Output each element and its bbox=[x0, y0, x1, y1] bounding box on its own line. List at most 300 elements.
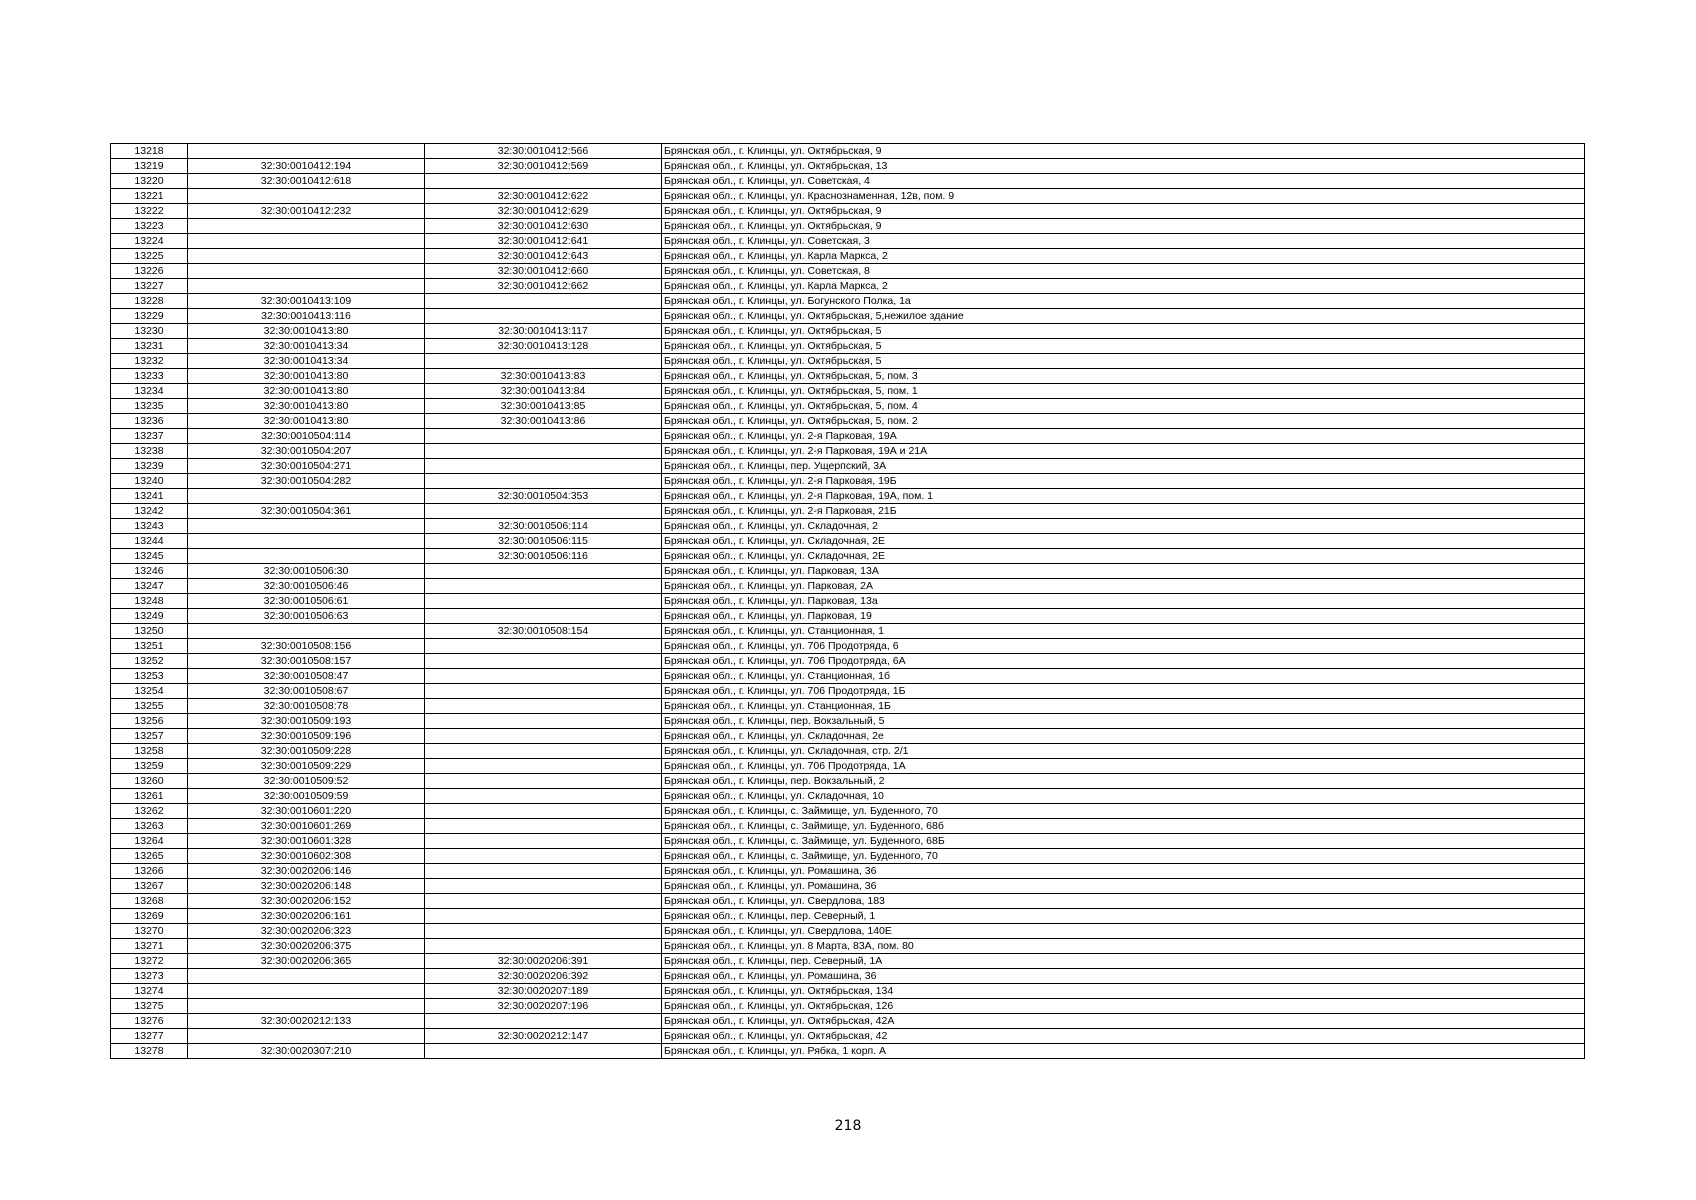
object-cadastral-number-cell: 32:30:0010506:114 bbox=[425, 519, 662, 534]
object-cadastral-number-cell bbox=[425, 174, 662, 189]
row-number-cell: 13276 bbox=[111, 1014, 188, 1029]
object-cadastral-number-cell bbox=[425, 819, 662, 834]
address-cell: Брянская обл., г. Клинцы, ул. Советская, 8 bbox=[662, 264, 1585, 279]
row-number-cell: 13249 bbox=[111, 609, 188, 624]
address-cell: Брянская обл., г. Клинцы, ул. Свердлова, 183 bbox=[662, 894, 1585, 909]
row-number-cell: 13230 bbox=[111, 324, 188, 339]
object-cadastral-number-cell bbox=[425, 639, 662, 654]
cadastral-number-cell: 32:30:0010504:282 bbox=[188, 474, 425, 489]
table-row bbox=[111, 699, 1585, 714]
address-cell: Брянская обл., г. Клинцы, пер. Вокзальный, 2 bbox=[662, 774, 1585, 789]
object-cadastral-number-cell: 32:30:0010413:84 bbox=[425, 384, 662, 399]
table-row bbox=[111, 939, 1585, 954]
cadastral-number-cell: 32:30:0010413:80 bbox=[188, 399, 425, 414]
address-cell: Брянская обл., г. Клинцы, ул. Октябрьская, 42А bbox=[662, 1014, 1585, 1029]
table-row bbox=[111, 279, 1585, 294]
row-number-cell: 13254 bbox=[111, 684, 188, 699]
address-cell: Брянская обл., г. Клинцы, ул. Карла Маркса, 2 bbox=[662, 249, 1585, 264]
cadastral-number-cell: 32:30:0010413:116 bbox=[188, 309, 425, 324]
table-row bbox=[111, 339, 1585, 354]
cadastral-number-cell: 32:30:0010412:618 bbox=[188, 174, 425, 189]
address-cell: Брянская обл., г. Клинцы, ул. Складочная, стр. 2/1 bbox=[662, 744, 1585, 759]
row-number-cell: 13277 bbox=[111, 1029, 188, 1044]
address-cell: Брянская обл., г. Клинцы, ул. 706 Продотряда, 1Б bbox=[662, 684, 1585, 699]
table-row bbox=[111, 519, 1585, 534]
cadastral-number-cell: 32:30:0010413:80 bbox=[188, 324, 425, 339]
object-cadastral-number-cell bbox=[425, 684, 662, 699]
cadastral-number-cell: 32:30:0020206:375 bbox=[188, 939, 425, 954]
address-cell: Брянская обл., г. Клинцы, ул. Октябрьская, 9 bbox=[662, 219, 1585, 234]
address-cell: Брянская обл., г. Клинцы, ул. Парковая, 13а bbox=[662, 594, 1585, 609]
cadastral-number-cell bbox=[188, 549, 425, 564]
cadastral-number-cell bbox=[188, 984, 425, 999]
object-cadastral-number-cell: 32:30:0010412:566 bbox=[425, 144, 662, 159]
address-cell: Брянская обл., г. Клинцы, ул. Октябрьская, 5, пом. 4 bbox=[662, 399, 1585, 414]
row-number-cell: 13260 bbox=[111, 774, 188, 789]
cadastral-number-cell: 32:30:0010413:34 bbox=[188, 354, 425, 369]
table-row bbox=[111, 834, 1585, 849]
table-row bbox=[111, 999, 1585, 1014]
table-row bbox=[111, 399, 1585, 414]
table-row bbox=[111, 849, 1585, 864]
address-cell: Брянская обл., г. Клинцы, ул. Складочная, 2Е bbox=[662, 534, 1585, 549]
row-number-cell: 13262 bbox=[111, 804, 188, 819]
address-cell: Брянская обл., г. Клинцы, пер. Северный, 1А bbox=[662, 954, 1585, 969]
row-number-cell: 13244 bbox=[111, 534, 188, 549]
table-row bbox=[111, 804, 1585, 819]
row-number-cell: 13222 bbox=[111, 204, 188, 219]
object-cadastral-number-cell: 32:30:0010413:85 bbox=[425, 399, 662, 414]
object-cadastral-number-cell bbox=[425, 1044, 662, 1059]
row-number-cell: 13242 bbox=[111, 504, 188, 519]
object-cadastral-number-cell bbox=[425, 699, 662, 714]
address-cell: Брянская обл., г. Клинцы, ул. 8 Марта, 83А, пом. 80 bbox=[662, 939, 1585, 954]
table-row bbox=[111, 579, 1585, 594]
address-cell: Брянская обл., г. Клинцы, ул. 706 Продотряда, 6А bbox=[662, 654, 1585, 669]
table-row bbox=[111, 549, 1585, 564]
table-row bbox=[111, 159, 1585, 174]
object-cadastral-number-cell bbox=[425, 729, 662, 744]
cadastral-number-cell: 32:30:0010413:80 bbox=[188, 384, 425, 399]
table-row bbox=[111, 264, 1585, 279]
object-cadastral-number-cell: 32:30:0010412:629 bbox=[425, 204, 662, 219]
row-number-cell: 13252 bbox=[111, 654, 188, 669]
row-number-cell: 13220 bbox=[111, 174, 188, 189]
cadastral-number-cell: 32:30:0010412:194 bbox=[188, 159, 425, 174]
cadastral-number-cell: 32:30:0010413:34 bbox=[188, 339, 425, 354]
object-cadastral-number-cell: 32:30:0010413:117 bbox=[425, 324, 662, 339]
object-cadastral-number-cell bbox=[425, 459, 662, 474]
cadastral-number-cell: 32:30:0010504:361 bbox=[188, 504, 425, 519]
object-cadastral-number-cell bbox=[425, 894, 662, 909]
row-number-cell: 13256 bbox=[111, 714, 188, 729]
object-cadastral-number-cell bbox=[425, 579, 662, 594]
cadastral-number-cell bbox=[188, 144, 425, 159]
table-row bbox=[111, 534, 1585, 549]
object-cadastral-number-cell: 32:30:0010412:643 bbox=[425, 249, 662, 264]
address-cell: Брянская обл., г. Клинцы, ул. Парковая, 19 bbox=[662, 609, 1585, 624]
page-number: 218 bbox=[834, 1118, 862, 1134]
cadastral-number-cell: 32:30:0010504:271 bbox=[188, 459, 425, 474]
table-row bbox=[111, 609, 1585, 624]
object-cadastral-number-cell: 32:30:0010412:641 bbox=[425, 234, 662, 249]
object-cadastral-number-cell bbox=[425, 864, 662, 879]
table-row bbox=[111, 729, 1585, 744]
row-number-cell: 13233 bbox=[111, 369, 188, 384]
object-cadastral-number-cell: 32:30:0010412:569 bbox=[425, 159, 662, 174]
row-number-cell: 13232 bbox=[111, 354, 188, 369]
address-cell: Брянская обл., г. Клинцы, ул. Рябка, 1 корп. А bbox=[662, 1044, 1585, 1059]
table-row bbox=[111, 1044, 1585, 1059]
cadastral-number-cell: 32:30:0010508:156 bbox=[188, 639, 425, 654]
object-cadastral-number-cell bbox=[425, 504, 662, 519]
row-number-cell: 13226 bbox=[111, 264, 188, 279]
table-row bbox=[111, 789, 1585, 804]
address-cell: Брянская обл., г. Клинцы, с. Займище, ул. Буденного, 70 bbox=[662, 804, 1585, 819]
table-row bbox=[111, 819, 1585, 834]
row-number-cell: 13246 bbox=[111, 564, 188, 579]
table-row bbox=[111, 174, 1585, 189]
cadastral-number-cell: 32:30:0010506:30 bbox=[188, 564, 425, 579]
row-number-cell: 13241 bbox=[111, 489, 188, 504]
address-cell: Брянская обл., г. Клинцы, ул. Ромашина, 36 bbox=[662, 864, 1585, 879]
row-number-cell: 13273 bbox=[111, 969, 188, 984]
cadastral-number-cell: 32:30:0010509:196 bbox=[188, 729, 425, 744]
address-cell: Брянская обл., г. Клинцы, ул. 2-я Парковая, 19Б bbox=[662, 474, 1585, 489]
object-cadastral-number-cell bbox=[425, 294, 662, 309]
row-number-cell: 13237 bbox=[111, 429, 188, 444]
row-number-cell: 13257 bbox=[111, 729, 188, 744]
row-number-cell: 13229 bbox=[111, 309, 188, 324]
address-cell: Брянская обл., г. Клинцы, ул. 2-я Парковая, 21Б bbox=[662, 504, 1585, 519]
address-cell: Брянская обл., г. Клинцы, с. Займище, ул. Буденного, 68Б bbox=[662, 834, 1585, 849]
row-number-cell: 13272 bbox=[111, 954, 188, 969]
object-cadastral-number-cell: 32:30:0010412:660 bbox=[425, 264, 662, 279]
cadastral-number-cell: 32:30:0020206:148 bbox=[188, 879, 425, 894]
address-cell: Брянская обл., г. Клинцы, ул. Станционная, 1 bbox=[662, 624, 1585, 639]
table-row bbox=[111, 459, 1585, 474]
object-cadastral-number-cell bbox=[425, 594, 662, 609]
row-number-cell: 13223 bbox=[111, 219, 188, 234]
address-cell: Брянская обл., г. Клинцы, ул. 2-я Парковая, 19А и 21А bbox=[662, 444, 1585, 459]
cadastral-number-cell: 32:30:0010508:67 bbox=[188, 684, 425, 699]
table-row bbox=[111, 474, 1585, 489]
row-number-cell: 13240 bbox=[111, 474, 188, 489]
data-table bbox=[110, 143, 1585, 1059]
object-cadastral-number-cell: 32:30:0020207:196 bbox=[425, 999, 662, 1014]
address-cell: Брянская обл., г. Клинцы, ул. Станционная, 1б bbox=[662, 669, 1585, 684]
table-row bbox=[111, 234, 1585, 249]
address-cell: Брянская обл., г. Клинцы, ул. Октябрьская, 9 bbox=[662, 204, 1585, 219]
object-cadastral-number-cell: 32:30:0010413:128 bbox=[425, 339, 662, 354]
address-cell: Брянская обл., г. Клинцы, пер. Вокзальный, 5 bbox=[662, 714, 1585, 729]
cadastral-number-cell: 32:30:0010601:328 bbox=[188, 834, 425, 849]
row-number-cell: 13231 bbox=[111, 339, 188, 354]
table-row bbox=[111, 294, 1585, 309]
object-cadastral-number-cell bbox=[425, 354, 662, 369]
table-row bbox=[111, 984, 1585, 999]
table-row bbox=[111, 324, 1585, 339]
address-cell: Брянская обл., г. Клинцы, ул. Парковая, 2А bbox=[662, 579, 1585, 594]
address-cell: Брянская обл., г. Клинцы, ул. Октябрьская, 134 bbox=[662, 984, 1585, 999]
table-row bbox=[111, 444, 1585, 459]
cadastral-number-cell bbox=[188, 219, 425, 234]
row-number-cell: 13247 bbox=[111, 579, 188, 594]
cadastral-number-cell: 32:30:0020206:365 bbox=[188, 954, 425, 969]
cadastral-number-cell: 32:30:0010506:46 bbox=[188, 579, 425, 594]
address-cell: Брянская обл., г. Клинцы, ул. Октябрьская, 126 bbox=[662, 999, 1585, 1014]
object-cadastral-number-cell: 32:30:0010506:115 bbox=[425, 534, 662, 549]
table-row bbox=[111, 144, 1585, 159]
address-cell: Брянская обл., г. Клинцы, ул. Октябрьская, 5,нежилое здание bbox=[662, 309, 1585, 324]
object-cadastral-number-cell bbox=[425, 669, 662, 684]
row-number-cell: 13266 bbox=[111, 864, 188, 879]
row-number-cell: 13225 bbox=[111, 249, 188, 264]
table-body bbox=[111, 144, 1585, 1059]
table-row bbox=[111, 1014, 1585, 1029]
table-row bbox=[111, 309, 1585, 324]
table-row bbox=[111, 219, 1585, 234]
row-number-cell: 13253 bbox=[111, 669, 188, 684]
cadastral-number-cell: 32:30:0010504:114 bbox=[188, 429, 425, 444]
object-cadastral-number-cell bbox=[425, 774, 662, 789]
object-cadastral-number-cell bbox=[425, 909, 662, 924]
table-row bbox=[111, 954, 1585, 969]
address-cell: Брянская обл., г. Клинцы, ул. Октябрьская, 5, пом. 2 bbox=[662, 414, 1585, 429]
address-cell: Брянская обл., г. Клинцы, ул. Октябрьская, 5 bbox=[662, 339, 1585, 354]
object-cadastral-number-cell: 32:30:0020212:147 bbox=[425, 1029, 662, 1044]
row-number-cell: 13245 bbox=[111, 549, 188, 564]
object-cadastral-number-cell bbox=[425, 429, 662, 444]
table-row bbox=[111, 249, 1585, 264]
row-number-cell: 13218 bbox=[111, 144, 188, 159]
object-cadastral-number-cell bbox=[425, 879, 662, 894]
cadastral-number-cell: 32:30:0020206:161 bbox=[188, 909, 425, 924]
cadastral-number-cell: 32:30:0010601:269 bbox=[188, 819, 425, 834]
table-row bbox=[111, 879, 1585, 894]
address-cell: Брянская обл., г. Клинцы, ул. Богунского Полка, 1а bbox=[662, 294, 1585, 309]
address-cell: Брянская обл., г. Клинцы, ул. Ромашина, 36 bbox=[662, 969, 1585, 984]
address-cell: Брянская обл., г. Клинцы, ул. Парковая, 13А bbox=[662, 564, 1585, 579]
table-row bbox=[111, 384, 1585, 399]
address-cell: Брянская обл., г. Клинцы, ул. Краснознаменная, 12в, пом. 9 bbox=[662, 189, 1585, 204]
table-row bbox=[111, 429, 1585, 444]
object-cadastral-number-cell: 32:30:0010413:83 bbox=[425, 369, 662, 384]
cadastral-number-cell: 32:30:0010508:47 bbox=[188, 669, 425, 684]
cadastral-number-cell bbox=[188, 234, 425, 249]
table-row bbox=[111, 669, 1585, 684]
cadastral-number-cell: 32:30:0010412:232 bbox=[188, 204, 425, 219]
cadastral-number-cell: 32:30:0010509:193 bbox=[188, 714, 425, 729]
object-cadastral-number-cell: 32:30:0010412:630 bbox=[425, 219, 662, 234]
row-number-cell: 13234 bbox=[111, 384, 188, 399]
table-row bbox=[111, 774, 1585, 789]
cadastral-number-cell: 32:30:0010509:229 bbox=[188, 759, 425, 774]
cadastral-number-cell bbox=[188, 534, 425, 549]
table-row bbox=[111, 414, 1585, 429]
object-cadastral-number-cell bbox=[425, 654, 662, 669]
address-cell: Брянская обл., г. Клинцы, ул. Октябрьская, 13 bbox=[662, 159, 1585, 174]
cadastral-number-cell bbox=[188, 1029, 425, 1044]
address-cell: Брянская обл., г. Клинцы, ул. Свердлова, 140Е bbox=[662, 924, 1585, 939]
table-row bbox=[111, 924, 1585, 939]
cadastral-number-cell bbox=[188, 279, 425, 294]
table-row bbox=[111, 654, 1585, 669]
row-number-cell: 13269 bbox=[111, 909, 188, 924]
table-row bbox=[111, 489, 1585, 504]
address-cell: Брянская обл., г. Клинцы, с. Займище, ул. Буденного, 68б bbox=[662, 819, 1585, 834]
row-number-cell: 13219 bbox=[111, 159, 188, 174]
row-number-cell: 13265 bbox=[111, 849, 188, 864]
object-cadastral-number-cell: 32:30:0010412:662 bbox=[425, 279, 662, 294]
cadastral-number-cell bbox=[188, 189, 425, 204]
address-cell: Брянская обл., г. Клинцы, ул. 706 Продотряда, 6 bbox=[662, 639, 1585, 654]
object-cadastral-number-cell bbox=[425, 804, 662, 819]
cadastral-number-cell: 32:30:0020206:146 bbox=[188, 864, 425, 879]
address-cell: Брянская обл., г. Клинцы, пер. Ущерпский, 3А bbox=[662, 459, 1585, 474]
row-number-cell: 13250 bbox=[111, 624, 188, 639]
address-cell: Брянская обл., г. Клинцы, ул. Советская, 4 bbox=[662, 174, 1585, 189]
table-row bbox=[111, 684, 1585, 699]
object-cadastral-number-cell bbox=[425, 924, 662, 939]
cadastral-number-cell bbox=[188, 249, 425, 264]
address-cell: Брянская обл., г. Клинцы, ул. Октябрьская, 5 bbox=[662, 354, 1585, 369]
row-number-cell: 13251 bbox=[111, 639, 188, 654]
row-number-cell: 13270 bbox=[111, 924, 188, 939]
object-cadastral-number-cell: 32:30:0010504:353 bbox=[425, 489, 662, 504]
table-row bbox=[111, 504, 1585, 519]
table-row bbox=[111, 744, 1585, 759]
cadastral-number-cell: 32:30:0010508:157 bbox=[188, 654, 425, 669]
address-cell: Брянская обл., г. Клинцы, ул. Октябрьская, 5 bbox=[662, 324, 1585, 339]
row-number-cell: 13274 bbox=[111, 984, 188, 999]
object-cadastral-number-cell bbox=[425, 789, 662, 804]
object-cadastral-number-cell bbox=[425, 1014, 662, 1029]
address-cell: Брянская обл., г. Клинцы, ул. Станционная, 1Б bbox=[662, 699, 1585, 714]
object-cadastral-number-cell bbox=[425, 309, 662, 324]
row-number-cell: 13263 bbox=[111, 819, 188, 834]
cadastral-number-cell bbox=[188, 999, 425, 1014]
object-cadastral-number-cell bbox=[425, 474, 662, 489]
row-number-cell: 13275 bbox=[111, 999, 188, 1014]
address-cell: Брянская обл., г. Клинцы, ул. Октябрьская, 5, пом. 3 bbox=[662, 369, 1585, 384]
object-cadastral-number-cell bbox=[425, 714, 662, 729]
object-cadastral-number-cell bbox=[425, 609, 662, 624]
cadastral-number-cell bbox=[188, 489, 425, 504]
object-cadastral-number-cell bbox=[425, 564, 662, 579]
address-cell: Брянская обл., г. Клинцы, ул. Октябрьская, 42 bbox=[662, 1029, 1585, 1044]
cadastral-number-cell: 32:30:0010413:80 bbox=[188, 369, 425, 384]
row-number-cell: 13227 bbox=[111, 279, 188, 294]
row-number-cell: 13271 bbox=[111, 939, 188, 954]
table-row bbox=[111, 639, 1585, 654]
table-row bbox=[111, 969, 1585, 984]
table-row bbox=[111, 759, 1585, 774]
row-number-cell: 13235 bbox=[111, 399, 188, 414]
object-cadastral-number-cell bbox=[425, 759, 662, 774]
address-cell: Брянская обл., г. Клинцы, ул. 706 Продотряда, 1А bbox=[662, 759, 1585, 774]
table-row bbox=[111, 909, 1585, 924]
cadastral-number-cell: 32:30:0010602:308 bbox=[188, 849, 425, 864]
row-number-cell: 13224 bbox=[111, 234, 188, 249]
table-row bbox=[111, 564, 1585, 579]
row-number-cell: 13259 bbox=[111, 759, 188, 774]
row-number-cell: 13238 bbox=[111, 444, 188, 459]
cadastral-number-cell: 32:30:0010509:52 bbox=[188, 774, 425, 789]
object-cadastral-number-cell bbox=[425, 444, 662, 459]
table-row bbox=[111, 594, 1585, 609]
row-number-cell: 13236 bbox=[111, 414, 188, 429]
table-row bbox=[111, 369, 1585, 384]
object-cadastral-number-cell bbox=[425, 744, 662, 759]
address-cell: Брянская обл., г. Клинцы, ул. Ромашина, 36 bbox=[662, 879, 1585, 894]
address-cell: Брянская обл., г. Клинцы, ул. Складочная, 10 bbox=[662, 789, 1585, 804]
row-number-cell: 13261 bbox=[111, 789, 188, 804]
address-cell: Брянская обл., г. Клинцы, ул. Октябрьская, 5, пом. 1 bbox=[662, 384, 1585, 399]
address-cell: Брянская обл., г. Клинцы, ул. 2-я Парковая, 19А bbox=[662, 429, 1585, 444]
table-row bbox=[111, 204, 1585, 219]
cadastral-number-cell: 32:30:0010508:78 bbox=[188, 699, 425, 714]
cadastral-number-cell: 32:30:0020206:323 bbox=[188, 924, 425, 939]
object-cadastral-number-cell: 32:30:0020207:189 bbox=[425, 984, 662, 999]
cadastral-number-cell: 32:30:0010509:228 bbox=[188, 744, 425, 759]
row-number-cell: 13243 bbox=[111, 519, 188, 534]
cadastral-number-cell bbox=[188, 519, 425, 534]
address-cell: Брянская обл., г. Клинцы, пер. Северный, 1 bbox=[662, 909, 1585, 924]
row-number-cell: 13258 bbox=[111, 744, 188, 759]
object-cadastral-number-cell bbox=[425, 849, 662, 864]
table-row bbox=[111, 624, 1585, 639]
cadastral-number-cell: 32:30:0010506:61 bbox=[188, 594, 425, 609]
row-number-cell: 13239 bbox=[111, 459, 188, 474]
cadastral-number-cell: 32:30:0010509:59 bbox=[188, 789, 425, 804]
address-cell: Брянская обл., г. Клинцы, ул. Советская, 3 bbox=[662, 234, 1585, 249]
object-cadastral-number-cell: 32:30:0010506:116 bbox=[425, 549, 662, 564]
cadastral-number-cell: 32:30:0010413:109 bbox=[188, 294, 425, 309]
cadastral-number-cell bbox=[188, 624, 425, 639]
cadastral-number-cell: 32:30:0010601:220 bbox=[188, 804, 425, 819]
address-cell: Брянская обл., г. Клинцы, ул. Складочная, 2Е bbox=[662, 549, 1585, 564]
cadastral-number-cell: 32:30:0020212:133 bbox=[188, 1014, 425, 1029]
address-cell: Брянская обл., г. Клинцы, ул. 2-я Парковая, 19А, пом. 1 bbox=[662, 489, 1585, 504]
object-cadastral-number-cell: 32:30:0020206:391 bbox=[425, 954, 662, 969]
row-number-cell: 13268 bbox=[111, 894, 188, 909]
object-cadastral-number-cell: 32:30:0020206:392 bbox=[425, 969, 662, 984]
row-number-cell: 13278 bbox=[111, 1044, 188, 1059]
object-cadastral-number-cell bbox=[425, 939, 662, 954]
cadastral-number-cell: 32:30:0020307:210 bbox=[188, 1044, 425, 1059]
address-cell: Брянская обл., г. Клинцы, ул. Карла Маркса, 2 bbox=[662, 279, 1585, 294]
cadastral-number-cell bbox=[188, 969, 425, 984]
address-cell: Брянская обл., г. Клинцы, ул. Октябрьская, 9 bbox=[662, 144, 1585, 159]
row-number-cell: 13264 bbox=[111, 834, 188, 849]
row-number-cell: 13248 bbox=[111, 594, 188, 609]
cadastral-number-cell: 32:30:0020206:152 bbox=[188, 894, 425, 909]
address-cell: Брянская обл., г. Клинцы, ул. Складочная, 2 bbox=[662, 519, 1585, 534]
table-row bbox=[111, 189, 1585, 204]
cadastral-number-cell: 32:30:0010506:63 bbox=[188, 609, 425, 624]
row-number-cell: 13255 bbox=[111, 699, 188, 714]
object-cadastral-number-cell bbox=[425, 834, 662, 849]
table-row bbox=[111, 894, 1585, 909]
row-number-cell: 13267 bbox=[111, 879, 188, 894]
table-row bbox=[111, 1029, 1585, 1044]
object-cadastral-number-cell: 32:30:0010412:622 bbox=[425, 189, 662, 204]
cadastral-number-cell bbox=[188, 264, 425, 279]
object-cadastral-number-cell: 32:30:0010508:154 bbox=[425, 624, 662, 639]
address-cell: Брянская обл., г. Клинцы, ул. Складочная, 2е bbox=[662, 729, 1585, 744]
row-number-cell: 13228 bbox=[111, 294, 188, 309]
